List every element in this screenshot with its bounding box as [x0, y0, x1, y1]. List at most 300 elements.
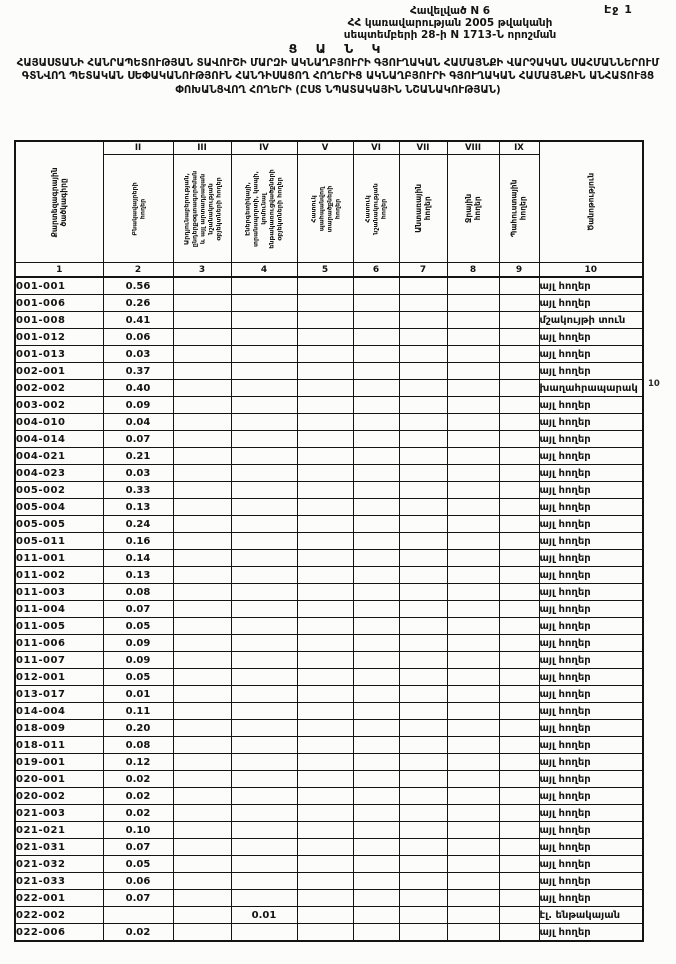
- area-value: [353, 414, 399, 431]
- area-value: [353, 686, 399, 703]
- area-value: [447, 788, 499, 805]
- area-value: [173, 669, 231, 686]
- area-value: [297, 584, 353, 601]
- area-value: [499, 669, 539, 686]
- note-cell: այլ հողեր: [539, 720, 643, 737]
- area-value: [353, 737, 399, 754]
- table-row: [15, 822, 643, 839]
- area-value: [353, 533, 399, 550]
- area-value: 0.03: [103, 346, 173, 363]
- area-value: [353, 499, 399, 516]
- area-value: [353, 277, 399, 295]
- roman-numeral-VI: VI: [353, 141, 399, 155]
- roman-numeral-IX: IX: [499, 141, 539, 155]
- table-row: [15, 788, 643, 805]
- area-value: [399, 414, 447, 431]
- area-value: [499, 414, 539, 431]
- area-value: [297, 329, 353, 346]
- area-value: [499, 737, 539, 754]
- area-value: [499, 567, 539, 584]
- parcel-code: 005-011: [15, 533, 103, 550]
- area-value: [297, 635, 353, 652]
- area-value: [173, 839, 231, 856]
- area-value: [173, 822, 231, 839]
- area-value: [173, 465, 231, 482]
- note-cell: այլ հողեր: [539, 346, 643, 363]
- area-value: [499, 924, 539, 942]
- note-cell: այլ հողեր: [539, 703, 643, 720]
- area-value: [447, 567, 499, 584]
- area-value: 0.16: [103, 533, 173, 550]
- table-row: [15, 601, 643, 618]
- area-value: [297, 397, 353, 414]
- area-value: [231, 686, 297, 703]
- area-value: [353, 465, 399, 482]
- roman-numeral-VII: VII: [399, 141, 447, 155]
- area-value: [353, 397, 399, 414]
- area-value: [231, 805, 297, 822]
- table-row: [15, 584, 643, 601]
- area-value: [447, 346, 499, 363]
- parcel-code: 001-006: [15, 295, 103, 312]
- area-value: [499, 652, 539, 669]
- area-value: [173, 295, 231, 312]
- area-value: 0.56: [103, 277, 173, 295]
- area-value: [173, 873, 231, 890]
- area-value: [173, 907, 231, 924]
- area-value: [399, 363, 447, 380]
- area-value: [231, 924, 297, 942]
- area-value: [353, 363, 399, 380]
- area-value: [499, 465, 539, 482]
- area-value: [231, 380, 297, 397]
- area-value: [399, 839, 447, 856]
- area-value: [231, 822, 297, 839]
- table-row: [15, 312, 643, 329]
- area-value: [297, 567, 353, 584]
- area-value: [399, 601, 447, 618]
- area-value: [231, 669, 297, 686]
- area-value: 0.09: [103, 652, 173, 669]
- area-value: [231, 329, 297, 346]
- column-number-3: 3: [173, 263, 231, 278]
- column-header-cat-3: Էներգետիկայի, տրանսպորտի, կապի, կոմունալ ենթակառուցվածքների օբյեկտների հողեր: [231, 155, 297, 263]
- parcel-code: 013-017: [15, 686, 103, 703]
- area-value: [399, 686, 447, 703]
- table-row: [15, 890, 643, 907]
- area-value: [353, 754, 399, 771]
- area-value: [447, 669, 499, 686]
- area-value: [499, 703, 539, 720]
- area-value: [231, 635, 297, 652]
- area-value: 0.08: [103, 737, 173, 754]
- area-value: [399, 465, 447, 482]
- area-value: [399, 703, 447, 720]
- area-value: [499, 618, 539, 635]
- area-value: [297, 618, 353, 635]
- parcel-code: 014-004: [15, 703, 103, 720]
- area-value: [353, 618, 399, 635]
- parcel-code: 011-003: [15, 584, 103, 601]
- area-value: [173, 737, 231, 754]
- area-value: [353, 924, 399, 942]
- area-value: [297, 771, 353, 788]
- area-value: [231, 499, 297, 516]
- area-value: 0.07: [103, 601, 173, 618]
- table-row: [15, 380, 643, 397]
- area-value: [447, 363, 499, 380]
- table-row: [15, 924, 643, 942]
- area-value: [173, 329, 231, 346]
- area-value: [399, 482, 447, 499]
- area-value: [231, 465, 297, 482]
- table-row: [15, 805, 643, 822]
- area-value: 0.12: [103, 754, 173, 771]
- area-value: [447, 890, 499, 907]
- area-value: [231, 584, 297, 601]
- parcel-code: 022-002: [15, 907, 103, 924]
- table-row: [15, 737, 643, 754]
- area-value: [447, 533, 499, 550]
- area-value: [173, 550, 231, 567]
- area-value: 0.37: [103, 363, 173, 380]
- area-value: [231, 346, 297, 363]
- note-cell: այլ հողեր: [539, 822, 643, 839]
- area-value: [447, 907, 499, 924]
- area-value: [499, 516, 539, 533]
- area-value: [499, 482, 539, 499]
- area-value: [353, 788, 399, 805]
- parcel-code: 001-012: [15, 329, 103, 346]
- table-row: [15, 856, 643, 873]
- area-value: [297, 720, 353, 737]
- area-value: [297, 652, 353, 669]
- parcel-code: 004-021: [15, 448, 103, 465]
- area-value: [499, 873, 539, 890]
- column-number-8: 8: [447, 263, 499, 278]
- area-value: [447, 482, 499, 499]
- table-row: [15, 431, 643, 448]
- parcel-code: 018-009: [15, 720, 103, 737]
- area-value: [103, 907, 173, 924]
- parcel-code: 022-006: [15, 924, 103, 942]
- area-value: [447, 312, 499, 329]
- column-header-cat-6: Անտառային հողեր: [399, 155, 447, 263]
- parcel-code: 004-014: [15, 431, 103, 448]
- area-value: [231, 737, 297, 754]
- area-value: [447, 397, 499, 414]
- note-cell: այլ հողեր: [539, 550, 643, 567]
- area-value: [297, 788, 353, 805]
- parcel-code: 011-001: [15, 550, 103, 567]
- column-header-note: Ծանոթություն: [539, 141, 643, 263]
- area-value: [447, 771, 499, 788]
- area-value: [499, 601, 539, 618]
- area-value: [447, 601, 499, 618]
- area-value: 0.01: [231, 907, 297, 924]
- area-value: [399, 516, 447, 533]
- area-value: [499, 312, 539, 329]
- area-value: [173, 431, 231, 448]
- area-value: [297, 516, 353, 533]
- area-value: [353, 567, 399, 584]
- table-row: [15, 635, 643, 652]
- table-row: [15, 550, 643, 567]
- area-value: [231, 431, 297, 448]
- area-value: 0.07: [103, 431, 173, 448]
- parcel-code: 020-002: [15, 788, 103, 805]
- area-value: [173, 924, 231, 942]
- area-value: 0.06: [103, 873, 173, 890]
- area-value: [399, 312, 447, 329]
- area-value: [447, 277, 499, 295]
- area-value: [173, 618, 231, 635]
- area-value: [399, 822, 447, 839]
- area-value: [173, 312, 231, 329]
- area-value: [173, 652, 231, 669]
- area-value: [353, 431, 399, 448]
- area-value: [447, 550, 499, 567]
- area-value: 0.01: [103, 686, 173, 703]
- area-value: [231, 363, 297, 380]
- table-body: [15, 277, 643, 941]
- parcel-code: 011-006: [15, 635, 103, 652]
- area-value: [231, 601, 297, 618]
- area-value: [231, 720, 297, 737]
- area-value: [297, 312, 353, 329]
- area-value: [173, 788, 231, 805]
- area-value: [231, 448, 297, 465]
- parcel-code: 021-021: [15, 822, 103, 839]
- roman-numeral-VIII: VIII: [447, 141, 499, 155]
- document-subtitle: ՀԱՅԱՍՏԱՆԻ ՀԱՆՐԱՊԵՏՈՒԹՅԱՆ ՏԱՎՈՒՇԻ ՄԱՐԶԻ ԱԿՆԱՂԲՅՈՒՐԻ ԳՅՈՒՂԱԿԱՆ ՀԱՄԱՅՆՔԻ ՎԱՐՉԱԿԱՆ ՍԱՀՄԱՆՆԵՐՈՒՄ ԳՏՆՎՈՂ ՊԵՏԱԿԱՆ ՍԵՓԱԿԱՆՈՒԹՅՈՒՆ ՀԱՆԴԻՍԱՑՈՂ ՀՈՂԵՐԻՑ ԱԿՆԱՂԲՅՈՒՐԻ ԳՅՈՒՂԱԿԱՆ ՀԱՄԱՅՆՔԻՆ ԱՆՀԱՏՈՒՅՑ ՓՈԽԱՆՑՎՈՂ ՀՈՂԵՐԻ (ԸՍՏ ՆՊԱՏԱԿԱՅԻՆ ՆՇԱՆԱԿՈՒԹՅԱՆ): [16, 58, 660, 96]
- area-value: [231, 414, 297, 431]
- note-cell: այլ հողեր: [539, 839, 643, 856]
- area-value: [447, 465, 499, 482]
- area-value: [447, 839, 499, 856]
- table-row: [15, 397, 643, 414]
- table-row: [15, 907, 643, 924]
- area-value: [297, 465, 353, 482]
- column-header-cat-1: Բնակավայրերի հողեր: [103, 155, 173, 263]
- appendix-line-2: ՀՀ կառավարության 2005 թվականի: [347, 17, 553, 30]
- note-cell: այլ հողեր: [539, 788, 643, 805]
- area-value: [499, 363, 539, 380]
- roman-numeral-III: III: [173, 141, 231, 155]
- area-value: [297, 669, 353, 686]
- table-row: [15, 363, 643, 380]
- table-row: [15, 703, 643, 720]
- area-value: [297, 890, 353, 907]
- area-value: [173, 601, 231, 618]
- area-value: [231, 295, 297, 312]
- area-value: [173, 277, 231, 295]
- roman-numeral-IV: IV: [231, 141, 297, 155]
- area-value: [173, 720, 231, 737]
- area-value: 0.09: [103, 635, 173, 652]
- area-value: [499, 380, 539, 397]
- area-value: 0.05: [103, 669, 173, 686]
- column-header-cat-2: Արդյունաբերության, ընդերքօգտագործման և այլ արտադրական նշանակության օբյեկտների հողեր: [173, 155, 231, 263]
- area-value: [399, 924, 447, 942]
- area-value: [399, 771, 447, 788]
- area-value: [231, 618, 297, 635]
- area-value: [231, 652, 297, 669]
- area-value: [447, 499, 499, 516]
- area-value: [231, 873, 297, 890]
- area-value: [399, 295, 447, 312]
- area-value: 0.07: [103, 890, 173, 907]
- area-value: [447, 737, 499, 754]
- area-value: [399, 397, 447, 414]
- note-cell: այլ հողեր: [539, 584, 643, 601]
- area-value: [231, 277, 297, 295]
- area-value: [399, 277, 447, 295]
- area-value: 0.33: [103, 482, 173, 499]
- appendix-block: [250, 5, 650, 41]
- area-value: [399, 380, 447, 397]
- area-value: [297, 346, 353, 363]
- area-value: [399, 720, 447, 737]
- area-value: [173, 805, 231, 822]
- table-row: [15, 277, 643, 295]
- parcel-code: 004-010: [15, 414, 103, 431]
- area-value: [447, 805, 499, 822]
- table-row: [15, 346, 643, 363]
- area-value: [399, 533, 447, 550]
- parcel-code: 021-032: [15, 856, 103, 873]
- note-cell: այլ հողեր: [539, 754, 643, 771]
- area-value: 0.07: [103, 839, 173, 856]
- area-value: [353, 805, 399, 822]
- area-value: [353, 890, 399, 907]
- area-value: [353, 703, 399, 720]
- area-value: [173, 533, 231, 550]
- area-value: [173, 482, 231, 499]
- area-value: [297, 822, 353, 839]
- area-value: [447, 924, 499, 942]
- area-value: [231, 754, 297, 771]
- area-value: [399, 754, 447, 771]
- table-row: [15, 618, 643, 635]
- area-value: [499, 448, 539, 465]
- parcel-code: 011-005: [15, 618, 103, 635]
- area-value: [447, 295, 499, 312]
- area-value: [173, 516, 231, 533]
- area-value: [399, 873, 447, 890]
- area-value: [399, 567, 447, 584]
- area-value: [447, 431, 499, 448]
- parcel-code: 018-011: [15, 737, 103, 754]
- area-value: [297, 380, 353, 397]
- area-value: [173, 686, 231, 703]
- area-value: 0.04: [103, 414, 173, 431]
- handwritten-margin-note: 10: [648, 379, 660, 389]
- parcel-code: 002-002: [15, 380, 103, 397]
- area-value: [297, 737, 353, 754]
- area-value: 0.02: [103, 788, 173, 805]
- area-value: [499, 635, 539, 652]
- note-cell: այլ հողեր: [539, 363, 643, 380]
- note-cell: այլ հողեր: [539, 465, 643, 482]
- area-value: [173, 890, 231, 907]
- table-row: [15, 465, 643, 482]
- table-row: [15, 295, 643, 312]
- area-value: [173, 414, 231, 431]
- note-cell: այլ հողեր: [539, 635, 643, 652]
- area-value: [297, 754, 353, 771]
- note-cell: այլ հողեր: [539, 516, 643, 533]
- area-value: [297, 873, 353, 890]
- area-value: [399, 499, 447, 516]
- note-cell: այլ հողեր: [539, 856, 643, 873]
- area-value: 0.11: [103, 703, 173, 720]
- note-cell: էլ. ենթակայան: [539, 907, 643, 924]
- note-cell: այլ հողեր: [539, 771, 643, 788]
- appendix-line-3: սեպտեմբերի 28-ի N 1713-Ն որոշման: [343, 29, 557, 42]
- note-cell: այլ հողեր: [539, 890, 643, 907]
- area-value: [231, 533, 297, 550]
- area-value: [353, 295, 399, 312]
- area-value: [173, 635, 231, 652]
- area-value: [353, 669, 399, 686]
- column-number-5: 5: [297, 263, 353, 278]
- area-value: 0.41: [103, 312, 173, 329]
- area-value: 0.21: [103, 448, 173, 465]
- area-value: [447, 584, 499, 601]
- area-value: [499, 584, 539, 601]
- area-value: [353, 482, 399, 499]
- column-header-cat-8: Պահուստային հողեր: [499, 155, 539, 263]
- area-value: [231, 516, 297, 533]
- area-value: [499, 907, 539, 924]
- area-value: [447, 516, 499, 533]
- column-number-10: 10: [539, 263, 643, 278]
- area-value: [353, 550, 399, 567]
- parcel-code: 022-001: [15, 890, 103, 907]
- area-value: [297, 703, 353, 720]
- area-value: [297, 295, 353, 312]
- area-value: [297, 499, 353, 516]
- area-value: [447, 873, 499, 890]
- area-value: [399, 805, 447, 822]
- note-cell: այլ հողեր: [539, 499, 643, 516]
- area-value: [353, 329, 399, 346]
- area-value: [399, 618, 447, 635]
- area-value: [447, 635, 499, 652]
- area-value: [231, 771, 297, 788]
- column-header-map-code: Քարտեզագրային ծածկագիրը: [15, 141, 103, 263]
- area-value: [499, 397, 539, 414]
- area-value: [231, 839, 297, 856]
- table-row: [15, 448, 643, 465]
- note-cell: այլ հողեր: [539, 329, 643, 346]
- table-row: [15, 533, 643, 550]
- area-value: 0.13: [103, 567, 173, 584]
- column-number-4: 4: [231, 263, 297, 278]
- note-cell: այլ հողեր: [539, 277, 643, 295]
- area-value: [447, 720, 499, 737]
- area-value: 0.09: [103, 397, 173, 414]
- area-value: [297, 550, 353, 567]
- area-value: [297, 686, 353, 703]
- column-number-9: 9: [499, 263, 539, 278]
- table-row: [15, 516, 643, 533]
- area-value: [399, 346, 447, 363]
- area-value: [399, 584, 447, 601]
- area-value: [353, 771, 399, 788]
- parcel-code: 011-004: [15, 601, 103, 618]
